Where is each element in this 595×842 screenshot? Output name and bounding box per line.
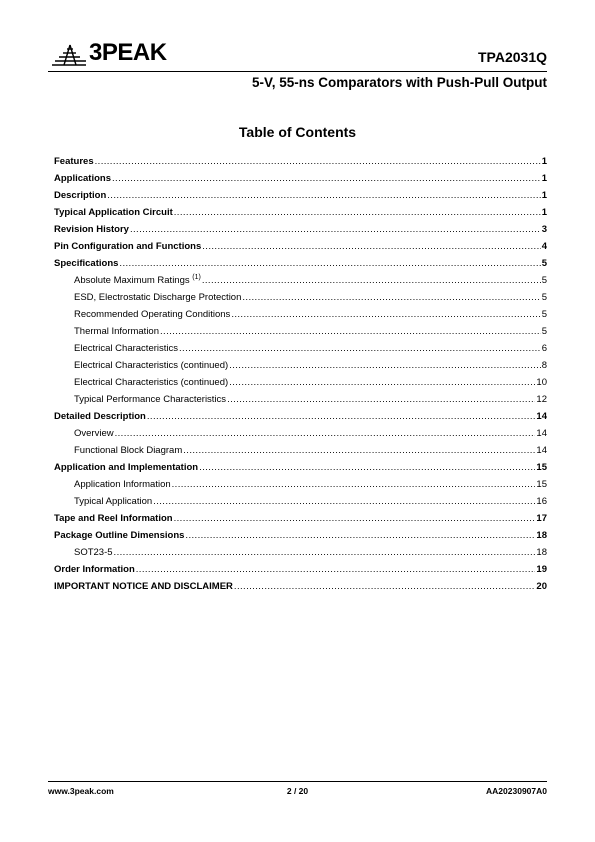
- toc-entry[interactable]: [54, 240, 547, 257]
- toc-entry-page: 15: [536, 479, 547, 490]
- toc-entry-page: 18: [536, 547, 547, 558]
- toc-entry-page: 18: [536, 530, 547, 541]
- toc-entry[interactable]: [54, 580, 547, 597]
- dot-leader: [179, 342, 541, 355]
- toc-entry-label: [54, 512, 173, 525]
- dot-leader: [202, 240, 540, 253]
- brand-name: 3PEAK: [89, 39, 167, 66]
- toc-entry[interactable]: [54, 189, 547, 206]
- toc-entry-page: 8: [541, 360, 547, 371]
- header-divider: [48, 71, 547, 72]
- dot-leader: [229, 376, 535, 389]
- toc-entry-text: Application and Implementation: [54, 462, 199, 473]
- toc-entry[interactable]: [54, 376, 547, 393]
- footer-website-link[interactable]: www.3peak.com: [48, 786, 114, 796]
- toc-entry-label: [74, 427, 114, 440]
- toc-entry-text: Specifications: [54, 258, 119, 269]
- toc-entry-label: [74, 325, 159, 338]
- dot-leader: [112, 172, 541, 185]
- toc-entry-label: [54, 206, 173, 219]
- toc-entry-text: Electrical Characteristics (continued): [74, 360, 229, 371]
- toc-entry-label: [54, 240, 201, 253]
- dot-leader: [202, 274, 541, 287]
- toc-entry-label: [74, 342, 178, 355]
- toc-entry-text: ESD, Electrostatic Discharge Protection: [74, 292, 242, 303]
- toc-entry-page: 15: [536, 462, 547, 473]
- toc-entry-label: [54, 580, 233, 593]
- document-subtitle: 5-V, 55-ns Comparators with Push-Pull Output: [251, 75, 547, 90]
- toc-title: Table of Contents: [238, 124, 357, 140]
- toc-entry[interactable]: [54, 325, 547, 342]
- toc-entry-label: [74, 478, 171, 491]
- toc-entry[interactable]: [54, 206, 547, 223]
- toc-entry[interactable]: [54, 563, 547, 580]
- footer-doc-code: AA20230907A0: [486, 786, 547, 796]
- toc-entry[interactable]: [54, 393, 547, 410]
- toc-entry-label: [74, 444, 182, 457]
- toc-entry-page: 5: [541, 258, 547, 269]
- toc-entry[interactable]: [54, 291, 547, 308]
- toc-entry-text: Typical Application Circuit: [54, 207, 173, 218]
- toc-entry-label: [54, 189, 106, 202]
- toc-entry-text: Applications: [54, 173, 112, 184]
- toc-entry[interactable]: [54, 359, 547, 376]
- toc-entry-text: Recommended Operating Conditions: [74, 309, 231, 320]
- toc-entry-page: 1: [541, 156, 547, 167]
- part-number: TPA2031Q: [478, 49, 547, 65]
- toc-entry-text: Description: [54, 190, 107, 201]
- dot-leader: [95, 155, 541, 168]
- toc-entry[interactable]: [54, 444, 547, 461]
- toc-entry[interactable]: [54, 257, 547, 274]
- dot-leader: [231, 308, 540, 321]
- toc-entry-page: 20: [536, 581, 547, 592]
- toc-entry-text: Overview: [74, 428, 114, 439]
- toc-entry-label: [54, 461, 198, 474]
- toc-entry-page: 16: [536, 496, 547, 507]
- toc-entry-text: Package Outline Dimensions: [54, 530, 185, 541]
- toc-entry-page: 6: [541, 343, 547, 354]
- toc-entry-text: Application Information: [74, 479, 171, 490]
- dot-leader: [183, 444, 535, 457]
- toc-entry-page: 3: [541, 224, 547, 235]
- toc-entry[interactable]: [54, 274, 547, 291]
- toc-entry-text: Revision History: [54, 224, 129, 235]
- toc-entry-text: Order Information: [54, 564, 135, 575]
- toc-entry-label: [74, 546, 113, 559]
- dot-leader: [242, 291, 540, 304]
- dot-leader: [172, 478, 536, 491]
- toc-entry[interactable]: [54, 546, 547, 563]
- toc-entry-page: 5: [541, 309, 547, 320]
- toc-entry-label: [54, 223, 129, 236]
- toc-entry-text: Features: [54, 156, 94, 167]
- dot-leader: [174, 512, 536, 525]
- toc-entry-text: IMPORTANT NOTICE AND DISCLAIMER: [54, 581, 233, 592]
- toc-entry-page: 19: [536, 564, 547, 575]
- toc-entry-label: [54, 410, 146, 423]
- toc-entry-page: 1: [541, 173, 547, 184]
- toc-entry-label: [74, 495, 152, 508]
- toc-entry-label: [74, 376, 228, 389]
- toc-entry-label: [54, 529, 184, 542]
- toc-entry-text: Typical Performance Characteristics: [74, 394, 227, 405]
- toc-entry-text: Electrical Characteristics (continued): [74, 377, 229, 388]
- toc-entry-text: Electrical Characteristics: [74, 343, 178, 354]
- dot-leader: [234, 580, 536, 593]
- dot-leader: [153, 495, 535, 508]
- toc-entry-label: [74, 291, 241, 304]
- toc-entry-page: 4: [541, 241, 547, 252]
- dot-leader: [147, 410, 536, 423]
- toc-entry-label: [54, 172, 111, 185]
- toc-entry-text: Typical Application: [74, 496, 153, 507]
- dot-leader: [115, 427, 536, 440]
- toc-entry-text: Detailed Description: [54, 411, 146, 422]
- toc-entry-page: 14: [536, 411, 547, 422]
- toc-entry-label: [54, 563, 135, 576]
- toc-entry-label: [74, 393, 226, 406]
- toc-entry-text: Absolute Maximum Ratings: [74, 275, 190, 286]
- dot-leader: [160, 325, 541, 338]
- dot-leader: [227, 393, 535, 406]
- toc-entry-page: 14: [536, 445, 547, 456]
- toc-entry[interactable]: [54, 427, 547, 444]
- toc-entry[interactable]: [54, 461, 547, 478]
- footer-page-indicator: 2 / 20: [286, 786, 309, 796]
- toc-entry[interactable]: [54, 478, 547, 495]
- toc-entry-page: 14: [536, 428, 547, 439]
- toc-entry-label: [74, 308, 230, 321]
- dot-leader: [229, 359, 541, 372]
- toc-entry[interactable]: [54, 172, 547, 189]
- footer-divider: [48, 781, 547, 782]
- dot-leader: [114, 546, 536, 559]
- toc-entry-page: 1: [541, 207, 547, 218]
- dot-leader: [136, 563, 536, 576]
- table-of-contents: [54, 155, 547, 597]
- toc-entry[interactable]: [54, 512, 547, 529]
- dot-leader: [107, 189, 540, 202]
- toc-entry-label: [54, 257, 118, 270]
- toc-entry[interactable]: [54, 410, 547, 427]
- toc-entry-page: 5: [541, 292, 547, 303]
- toc-entry[interactable]: [54, 223, 547, 240]
- toc-entry[interactable]: [54, 308, 547, 325]
- dot-leader: [199, 461, 535, 474]
- toc-entry[interactable]: [54, 529, 547, 546]
- toc-entry-page: 10: [536, 377, 547, 388]
- toc-entry-label: [74, 359, 228, 372]
- toc-entry-text: Functional Block Diagram: [74, 445, 183, 456]
- dot-leader: [119, 257, 540, 270]
- toc-entry-page: 12: [536, 394, 547, 405]
- toc-entry-page: 17: [536, 513, 547, 524]
- toc-entry-page: 5: [541, 275, 547, 286]
- dot-leader: [185, 529, 535, 542]
- footnote-marker: (1): [192, 274, 201, 281]
- toc-entry-text: Pin Configuration and Functions: [54, 241, 202, 252]
- toc-entry[interactable]: [54, 342, 547, 359]
- toc-entry-text: Tape and Reel Information: [54, 513, 173, 524]
- toc-entry-page: 1: [541, 190, 547, 201]
- toc-entry[interactable]: [54, 155, 547, 172]
- dot-leader: [174, 206, 541, 219]
- toc-entry-page: 5: [541, 326, 547, 337]
- toc-entry-text: SOT23-5: [74, 547, 113, 558]
- toc-entry-text: Thermal Information: [74, 326, 160, 337]
- toc-entry[interactable]: [54, 495, 547, 512]
- dot-leader: [130, 223, 541, 236]
- toc-entry-label: [74, 274, 201, 287]
- toc-entry-label: [54, 155, 94, 168]
